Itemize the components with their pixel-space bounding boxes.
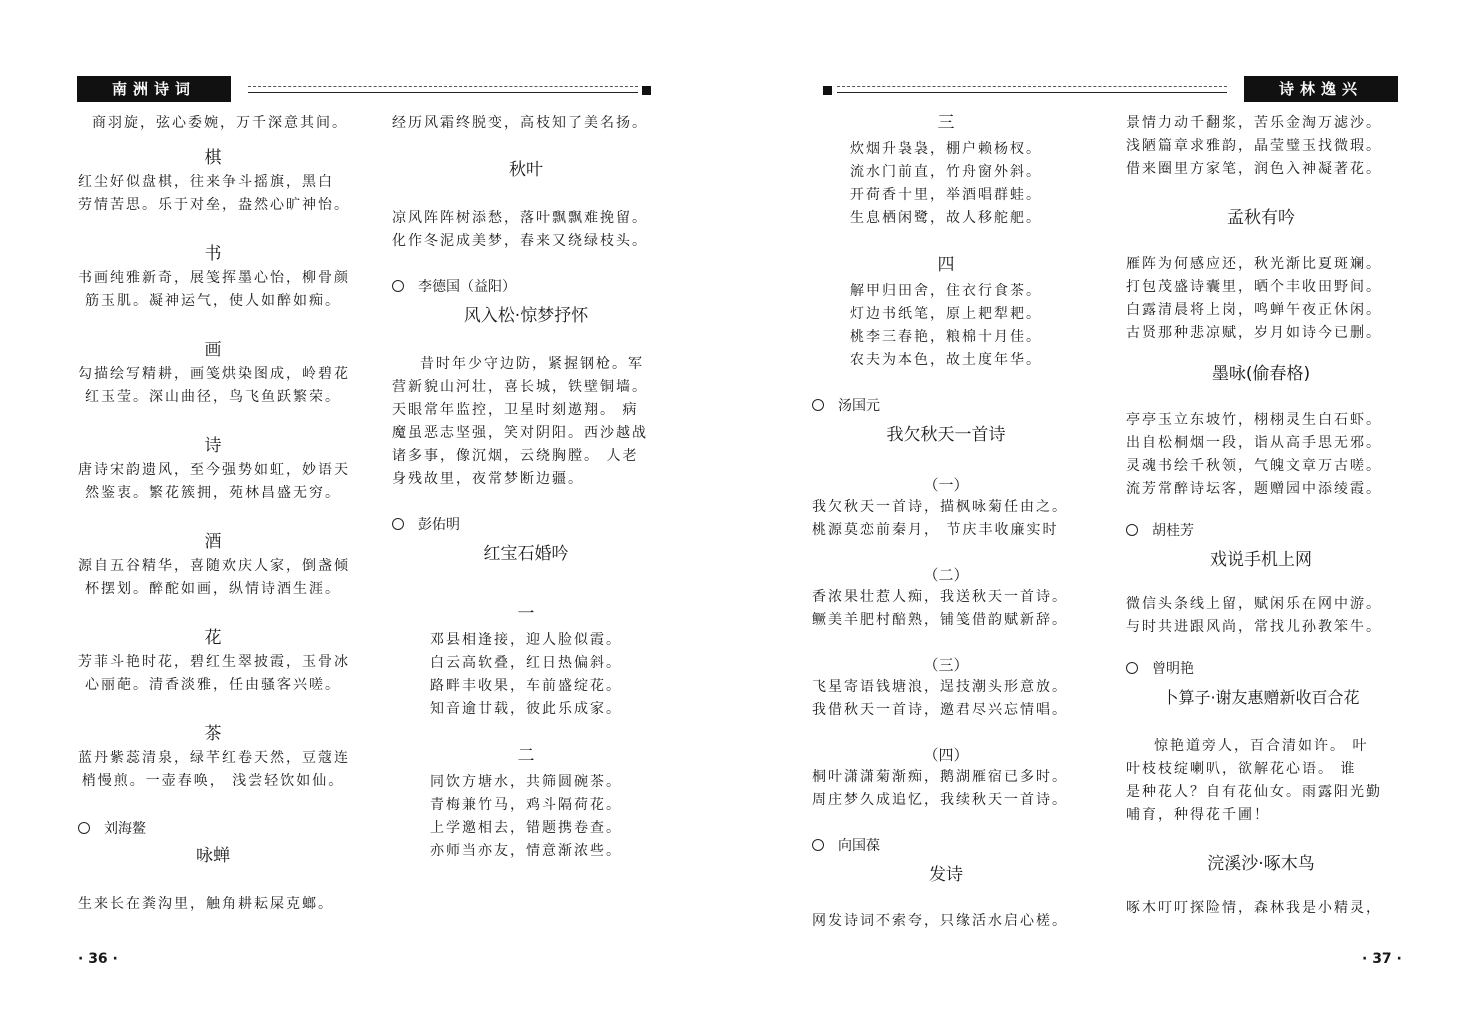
subpart-title: （二） [923, 566, 969, 584]
poem-line: 诸多事，像沉烟，云绕胸膛。 人老 [392, 448, 639, 464]
circle-bullet-icon [392, 280, 404, 292]
poem-line: 化作冬泥成美梦，春来又绕绿枝头。 [392, 233, 648, 249]
poem-line: 景情力动千翻浆，苦乐金淘万滤沙。 [1126, 115, 1382, 131]
author-line [1126, 659, 1396, 679]
poem-line: 出自松桐烟一段，诣从高手思无邪。 [1126, 435, 1382, 451]
poem-line: 红玉莹。深山曲径，鸟飞鱼跃繁荣。 [85, 389, 341, 405]
poem-body [392, 771, 660, 863]
section-jiu [78, 531, 348, 601]
part-title: 二 [517, 746, 535, 766]
poem-line: 筋玉肌。凝神运气，使人如醉如痴。 [85, 293, 341, 309]
right-header-solid-rule [837, 92, 1227, 93]
right-header-dashed-rule [837, 86, 1227, 87]
poem-line: 书画纯雅新奇，展笺挥墨心怡，柳骨颜 [78, 270, 350, 286]
author-name: 胡桂芳 [1152, 523, 1194, 539]
poem-line: 飞星寄语钱塘浪，逞技潮头形意放。 [812, 679, 1068, 695]
poem-line: 杯摆划。醉酡如画，纵情诗酒生涯。 [85, 581, 341, 597]
poem-line: 周庄梦久成追忆，我续秋天一首诗。 [812, 792, 1068, 808]
poem-line: 借来圈里方家笔，润色入神凝著花。 [1126, 161, 1382, 177]
subpart-title: （三） [923, 656, 969, 674]
poem-line: 邓县相逢接，迎人脸似霞。 [430, 632, 622, 648]
part-title: 三 [937, 113, 955, 133]
left-column-2 [392, 112, 660, 863]
circle-bullet-icon [78, 822, 90, 834]
poem-line: 灵魂书绘千秋领，气魄文章万古嗟。 [1126, 458, 1382, 474]
author-line [392, 515, 660, 535]
poem-body [392, 353, 660, 491]
poem-line: 是种花人？自有花仙女。雨露阳光勤 [1126, 784, 1382, 800]
poem-body [1126, 735, 1396, 827]
poem-line: 青梅兼竹马，鸡斗隔荷花。 [430, 797, 622, 813]
author-line [78, 819, 348, 839]
right-column-1 [812, 112, 1080, 933]
author-line [1126, 521, 1396, 541]
section-hua2 [78, 627, 348, 697]
continued-line: 商羽旋，弦心委婉，万千深意其间。 [92, 115, 348, 131]
poem-line: 雁阵为何感应还，秋光渐比夏斑斓。 [1126, 256, 1382, 272]
section-title: 茶 [204, 724, 222, 744]
poem-line: 惊艳道旁人，百合清如许。 叶 [1154, 738, 1369, 754]
poem-line: 生来长在粪沟里，触角耕耘屎克螂。 [78, 896, 334, 912]
author-line [812, 836, 1080, 856]
poem-line: 桐叶潇潇菊渐痴，鹅湖雁宿已多时。 [812, 769, 1068, 785]
left-header-square-icon [642, 86, 651, 95]
section-qi [78, 147, 348, 217]
poem-line: 白露清晨将上岗，鸣蝉午夜正休闲。 [1126, 302, 1382, 318]
poem-body [1126, 253, 1396, 345]
author-name: 李德国（益阳） [418, 279, 516, 295]
poem-line: 我借秋天一首诗，邀君尽兴忘情唱。 [812, 702, 1068, 718]
poem-line: 开荷香十里，举酒唱群蛙。 [850, 187, 1042, 203]
poem-line: 天眼常年监控，卫星时刻遨翔。 病 [392, 402, 639, 418]
section-cha [78, 723, 348, 793]
right-header-box: 诗林逸兴 [1244, 76, 1398, 102]
author-line [812, 396, 1080, 416]
poem-body [812, 138, 1080, 230]
poem-title: 浣溪沙·啄木鸟 [1207, 854, 1315, 874]
author-name: 向国葆 [838, 838, 880, 854]
poem-line: 鳜美羊肥村醅熟，铺笺借韵赋新辞。 [812, 612, 1068, 628]
section-hua [78, 339, 348, 409]
author-name: 彭佑明 [418, 517, 460, 533]
section-shu [78, 243, 348, 313]
poem-line: 炊烟升袅袅，棚户赖杨杈。 [850, 141, 1042, 157]
left-column-1 [78, 112, 348, 916]
continued-line: 经历风霜终脱变，高枝知了美名扬。 [392, 115, 648, 131]
section-title: 棋 [204, 148, 222, 168]
poem-line: 身残故里，夜常梦断边疆。 [392, 471, 584, 487]
poem-line: 凉风阵阵树添愁，落叶飘飘难挽留。 [392, 210, 648, 226]
circle-bullet-icon [1126, 662, 1138, 674]
poem-line: 路畔丰收果，车前盛绽花。 [430, 678, 622, 694]
poem-line: 打包茂盛诗囊里，晒个丰收田野间。 [1126, 279, 1382, 295]
poem-title: 风入松·惊梦抒怀 [463, 306, 589, 326]
poem-line: 叶枝枝绽喇叭，欲解花心语。 谁 [1126, 761, 1357, 777]
left-header-solid-rule [248, 92, 638, 93]
poem-line: 网发诗词不索夸，只缘活水启心槎。 [812, 913, 1068, 929]
circle-bullet-icon [392, 518, 404, 530]
author-line [392, 277, 660, 297]
poem-body [1126, 409, 1396, 501]
circle-bullet-icon [812, 839, 824, 851]
poem-line: 农夫为本色，故土度年华。 [850, 352, 1042, 368]
poem-line: 桃李三春艳，粮棉十月佳。 [850, 329, 1042, 345]
poem-body [1126, 593, 1396, 639]
poem-line: 昔时年少守边防，紧握钢枪。军 [420, 356, 644, 372]
poem-line: 我欠秋天一首诗，描枫咏菊任由之。 [812, 499, 1068, 515]
poem-line: 桃源莫恋前秦月， 节庆丰收廉实时 [812, 522, 1059, 538]
poem-title: 咏蝉 [196, 846, 230, 866]
left-header-dashed-rule [248, 86, 638, 87]
poem-line: 灯边书纸笔，原上耙犁耙。 [850, 306, 1042, 322]
poem-line: 魔虽恶志坚强，笑对阴阳。西沙越战 [392, 425, 648, 441]
poem-line: 流水门前直，竹舟窗外斜。 [850, 164, 1042, 180]
page-number-right: · 37 · [1362, 951, 1402, 967]
poem-line: 哺育，种得花千圃！ [1126, 807, 1270, 823]
poem-line: 微信头条线上留，赋闲乐在网中游。 [1126, 596, 1382, 612]
section-title: 花 [204, 628, 222, 648]
section-title: 诗 [204, 436, 222, 456]
section-title: 酒 [204, 532, 222, 552]
poem-title: 戏说手机上网 [1210, 550, 1312, 570]
author-name: 曾明艳 [1152, 661, 1194, 677]
poem-body [812, 280, 1080, 372]
left-header-box: 南洲诗词 [77, 76, 231, 102]
poem-line: 与时共进跟风尚，常找儿孙教笨牛。 [1126, 619, 1382, 635]
poem-line: 解甲归田舍，住衣行食茶。 [850, 283, 1042, 299]
poem-line: 红尘好似盘棋，往来争斗摇旗，黑白 [78, 174, 334, 190]
poem-line: 浅陋篇章求雅韵，晶莹璧玉找微瑕。 [1126, 138, 1382, 154]
poem-line: 心丽葩。清香淡雅，任由骚客兴嗟。 [85, 677, 341, 693]
poem-line: 知音逾廿载，彼此乐成家。 [430, 701, 622, 717]
poem-line: 同饮方塘水，共筛圆碗茶。 [430, 774, 622, 790]
part-title: 四 [937, 255, 955, 275]
author-name: 刘海鳌 [104, 821, 146, 837]
circle-bullet-icon [812, 399, 824, 411]
section-title: 书 [204, 244, 222, 264]
poem-title: 孟秋有吟 [1227, 208, 1295, 228]
poem-title: 我欠秋天一首诗 [886, 425, 1006, 445]
poem-line: 上学邀相去，错题携卷查。 [430, 820, 622, 836]
poem-line: 亦师当亦友，情意渐浓些。 [430, 843, 622, 859]
poem-line: 芳菲斗艳时花，碧红生翠披霞，玉骨冰 [78, 654, 350, 670]
poem-title: 发诗 [929, 865, 963, 885]
section-shi [78, 435, 348, 505]
poem-title: 红宝石婚吟 [483, 544, 569, 564]
poem-line: 源自五谷精华，喜随欢庆人家，倒盏倾 [78, 558, 350, 574]
poem-line: 蓝丹紫蕊清泉，绿芊红卷天然，豆蔻连 [78, 750, 350, 766]
page-number-left: · 36 · [78, 951, 118, 967]
poem-line: 梢慢煎。一壶春唤， 浅尝轻饮如仙。 [81, 773, 345, 789]
poem-line: 生息栖闲鹭，故人移舵舥。 [850, 210, 1042, 226]
poem-line: 然鉴衷。繁花簇拥，苑林昌盛无穷。 [85, 485, 341, 501]
poem-line: 劳情苦思。乐于对垒，盎然心旷神怡。 [78, 197, 350, 213]
poem-line: 流芳常醉诗坛客，题赠园中添绫霞。 [1126, 481, 1382, 497]
section-title: 画 [204, 340, 222, 360]
poem-title: 卜算子·谢友惠赠新收百合花 [1162, 688, 1360, 707]
poem-line: 白云高软叠，红日热偏斜。 [430, 655, 622, 671]
part-title: 一 [517, 604, 535, 624]
poem-title: 墨咏(偷春格) [1211, 364, 1311, 384]
poem-line: 古贤那种悲凉赋，岁月如诗今已删。 [1126, 325, 1382, 341]
poem-title: 秋叶 [509, 160, 543, 180]
subpart-title: （四） [923, 746, 969, 764]
poem-body [392, 629, 660, 721]
subpart-title: （一） [923, 476, 969, 494]
poem-line: 勾描绘写精耕，画笺烘染图成，岭碧花 [78, 366, 350, 382]
poem-line: 香浓果壮惹人痴，我送秋天一首诗。 [812, 589, 1068, 605]
circle-bullet-icon [1126, 524, 1138, 536]
poem-line: 唐诗宋韵遗风，至今强势如虹，妙语天 [78, 462, 350, 478]
poem-line: 啄木叮叮探险情，森林我是小精灵， [1126, 900, 1382, 916]
poem-line: 亭亭玉立东坡竹，栩栩灵生白石虾。 [1126, 412, 1382, 428]
right-column-2 [1126, 112, 1396, 920]
poem-line: 营新貌山河壮，喜长城，铁壁铜墙。 [392, 379, 648, 395]
right-header-square-icon [823, 86, 832, 95]
author-name: 汤国元 [838, 398, 880, 414]
